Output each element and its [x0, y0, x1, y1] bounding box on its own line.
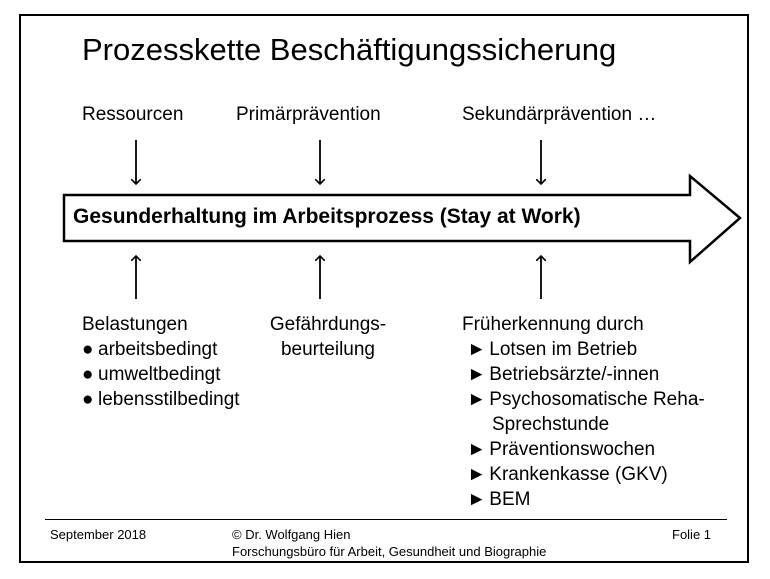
list-item: ► Betriebsärzte/-innen: [467, 364, 660, 385]
list-item: ► Lotsen im Betrieb: [467, 339, 638, 360]
belastungen-heading: Belastungen: [82, 314, 188, 335]
bullet-icon: ●: [82, 339, 94, 360]
bullet-icon: ●: [82, 364, 94, 385]
footer-slide-number: Folie 1: [672, 527, 712, 542]
list-item: ● umweltbedingt: [82, 364, 221, 385]
list-item: ● arbeitsbedingt: [82, 339, 218, 360]
triangle-right-icon: ►: [467, 364, 487, 385]
triangle-right-icon: ►: [467, 389, 487, 410]
footer-divider: [45, 519, 727, 520]
frueherkennung-heading: Früherkennung durch: [462, 314, 644, 335]
label-primaerpraevention: Primärprävention: [236, 104, 381, 125]
gefaehrdung-line-1: Gefährdungs-: [269, 314, 387, 335]
list-item: ► BEM: [467, 489, 531, 510]
bullet-icon: ●: [82, 389, 94, 410]
list-item: ► Präventionswochen: [467, 439, 656, 460]
gefaehrdung-line-2: beurteilung: [280, 339, 376, 360]
footer-date: September 2018: [50, 527, 147, 542]
label-sekundaerpraevention: Sekundärprävention …: [462, 104, 657, 125]
list-item: ► Psychosomatische Reha-: [467, 389, 705, 410]
belastungen-block: [82, 312, 240, 412]
triangle-right-icon: ►: [467, 339, 487, 360]
footer-author: © Dr. Wolfgang Hien: [232, 527, 351, 542]
frueherkennung-block: [462, 312, 705, 512]
list-item: ● lebensstilbedingt: [82, 389, 240, 410]
label-ressourcen: Ressourcen: [82, 104, 184, 125]
list-item-continuation: Sprechstunde: [492, 414, 610, 435]
gefaehrdungsbeurteilung-block: [258, 312, 398, 362]
triangle-right-icon: ►: [467, 489, 487, 510]
footer-institute: Forschungsbüro für Arbeit, Gesundheit und Biographie: [232, 544, 547, 559]
slide-title: Prozesskette Beschäftigungssicherung: [82, 32, 617, 67]
triangle-right-icon: ►: [467, 464, 487, 485]
triangle-right-icon: ►: [467, 439, 487, 460]
process-arrow-label: Gesunderhaltung im Arbeitsprozess (Stay at Work): [73, 205, 581, 228]
list-item: ► Krankenkasse (GKV): [467, 464, 668, 485]
